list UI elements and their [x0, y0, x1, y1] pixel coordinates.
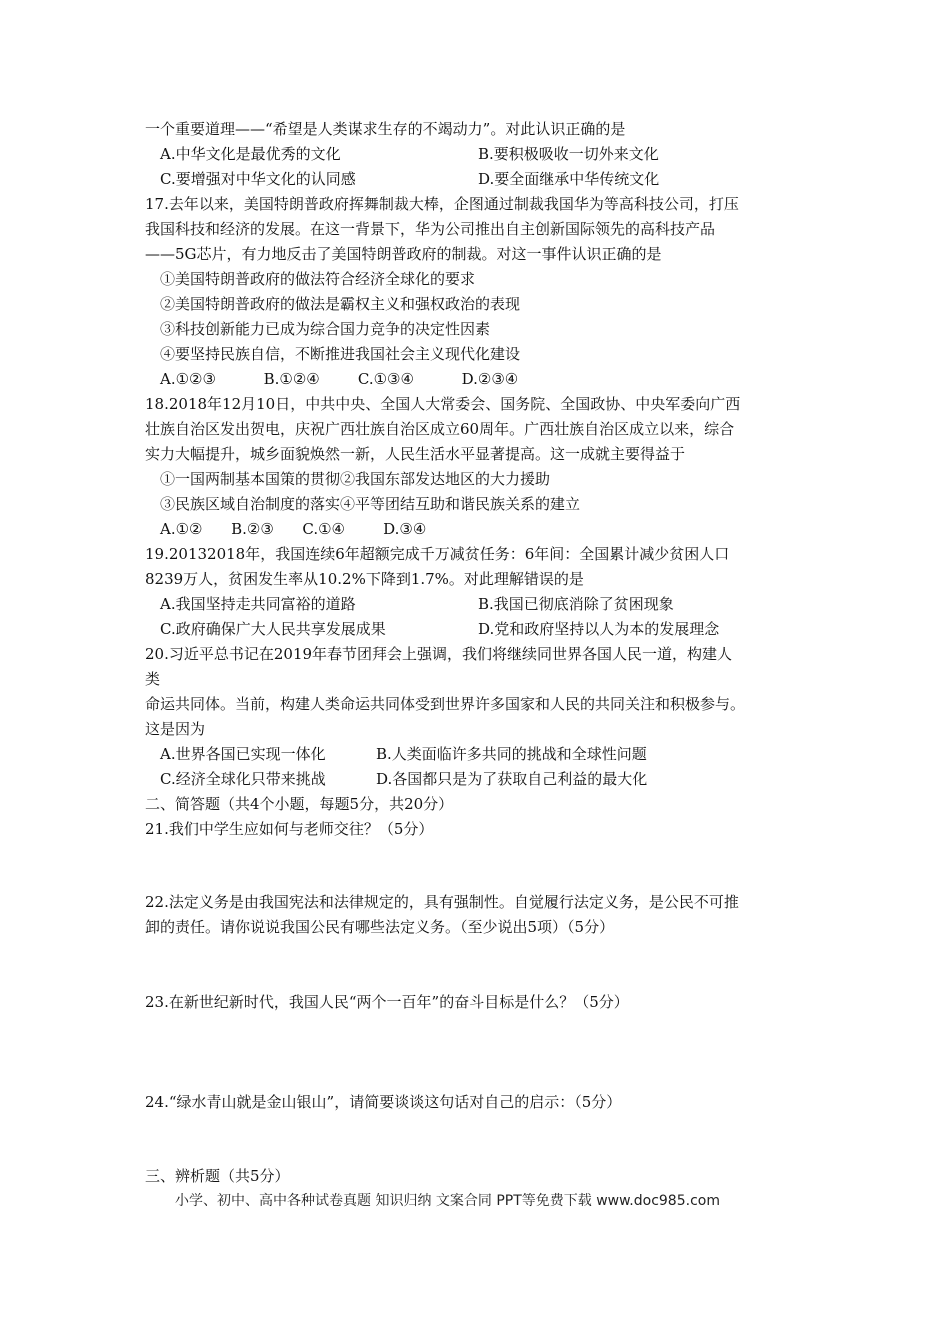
q22-line-2: 卸的责任。请你说说我国公民有哪些法定义务。（至少说出5项）（5分）: [145, 918, 615, 936]
section-2-heading: 二、简答题（共4个小题，每题5分，共20分）: [145, 795, 454, 813]
q17-statement-4: ④要坚持民族自信，不断推进我国社会主义现代化建设: [160, 345, 521, 363]
q16-option-c: C.要增强对中华文化的认同感: [160, 170, 356, 188]
q21: 21.我们中学生应如何与老师交往？（5分）: [145, 820, 434, 838]
q17-answer-options: A.①②③ B.①②④ C.①③④ D.②③④: [160, 370, 519, 388]
section-3-heading: 三、辨析题（共5分）: [145, 1167, 290, 1185]
q19-line-1: 19.20132018年，我国连续6年超额完成千万减贫任务：6年间：全国累计减少贫困人口: [145, 545, 730, 563]
q17-statement-3: ③科技创新能力已成为综合国力竞争的决定性因素: [160, 320, 491, 338]
q20-line-3: 命运共同体。当前，构建人类命运共同体受到世界许多国家和人民的共同关注和积极参与。: [145, 695, 746, 713]
q17-line-2: 我国科技和经济的发展。在这一背景下，华为公司推出自主创新国际领先的高科技产品: [145, 220, 716, 238]
footer-text: 小学、初中、高中各种试卷真题 知识归纳 文案合同 PPT等免费下载 www.doc985.com: [175, 1193, 720, 1209]
q16-stem-tail: 一个重要道理——“希望是人类谋求生存的不竭动力”。对此认识正确的是: [145, 120, 626, 138]
q20-line-1: 20.习近平总书记在2019年春节团拜会上强调，我们将继续同世界各国人民一道，构建人: [145, 645, 733, 663]
q19-option-d: D.党和政府坚持以人为本的发展理念: [478, 620, 720, 638]
q20-line-2: 类: [145, 670, 161, 688]
q20-option-c: C.经济全球化只带来挑战: [160, 770, 326, 788]
q22-line-1: 22.法定义务是由我国宪法和法律规定的，具有强制性。自觉履行法定义务，是公民不可推: [145, 893, 739, 911]
q18-statements-2: ③民族区域自治制度的落实④平等团结互助和谐民族关系的建立: [160, 495, 581, 513]
q17-line-3: ——5G芯片，有力地反击了美国特朗普政府的制裁。对这一事件认识正确的是: [145, 245, 662, 263]
q20-option-a: A.世界各国已实现一体化: [160, 745, 326, 763]
q19-line-2: 8239万人，贫困发生率从10.2%下降到1.7%。对此理解错误的是: [145, 570, 584, 588]
q20-option-d: D.各国都只是为了获取自己利益的最大化: [376, 770, 648, 788]
q16-option-a: A.中华文化是最优秀的文化: [160, 145, 341, 163]
q18-answer-options: A.①② B.②③ C.①④ D.③④: [160, 520, 427, 538]
q19-option-a: A.我国坚持走共同富裕的道路: [160, 595, 356, 613]
q20-line-4: 这是因为: [145, 720, 206, 738]
q24: 24.“绿水青山就是金山银山”，请简要谈谈这句话对自己的启示：（5分）: [145, 1093, 622, 1111]
q18-line-1: 18.2018年12月10日，中共中央、全国人大常委会、国务院、全国政协、中央军委向广西: [145, 395, 741, 413]
q16-option-b: B.要积极吸收一切外来文化: [478, 145, 659, 163]
q20-option-b: B.人类面临许多共同的挑战和全球性问题: [376, 745, 647, 763]
q19-option-b: B.我国已彻底消除了贫困现象: [478, 595, 674, 613]
q17-line-1: 17.去年以来，美国特朗普政府挥舞制裁大棒，企图通过制裁我国华为等高科技公司，打压: [145, 195, 739, 213]
q17-statement-2: ②美国特朗普政府的做法是霸权主义和强权政治的表现: [160, 295, 521, 313]
q16-option-d: D.要全面继承中华传统文化: [478, 170, 660, 188]
q18-line-2: 壮族自治区发出贺电，庆祝广西壮族自治区成立60周年。广西壮族自治区成立以来，综合: [145, 420, 735, 438]
q23: 23.在新世纪新时代，我国人民“两个一百年”的奋斗目标是什么？（5分）: [145, 993, 629, 1011]
q19-option-c: C.政府确保广大人民共享发展成果: [160, 620, 386, 638]
q18-line-3: 实力大幅提升，城乡面貌焕然一新，人民生活水平显著提高。这一成就主要得益于: [145, 445, 686, 463]
q18-statements-1: ①一国两制基本国策的贯彻②我国东部发达地区的大力援助: [160, 470, 551, 488]
q17-statement-1: ①美国特朗普政府的做法符合经济全球化的要求: [160, 270, 476, 288]
